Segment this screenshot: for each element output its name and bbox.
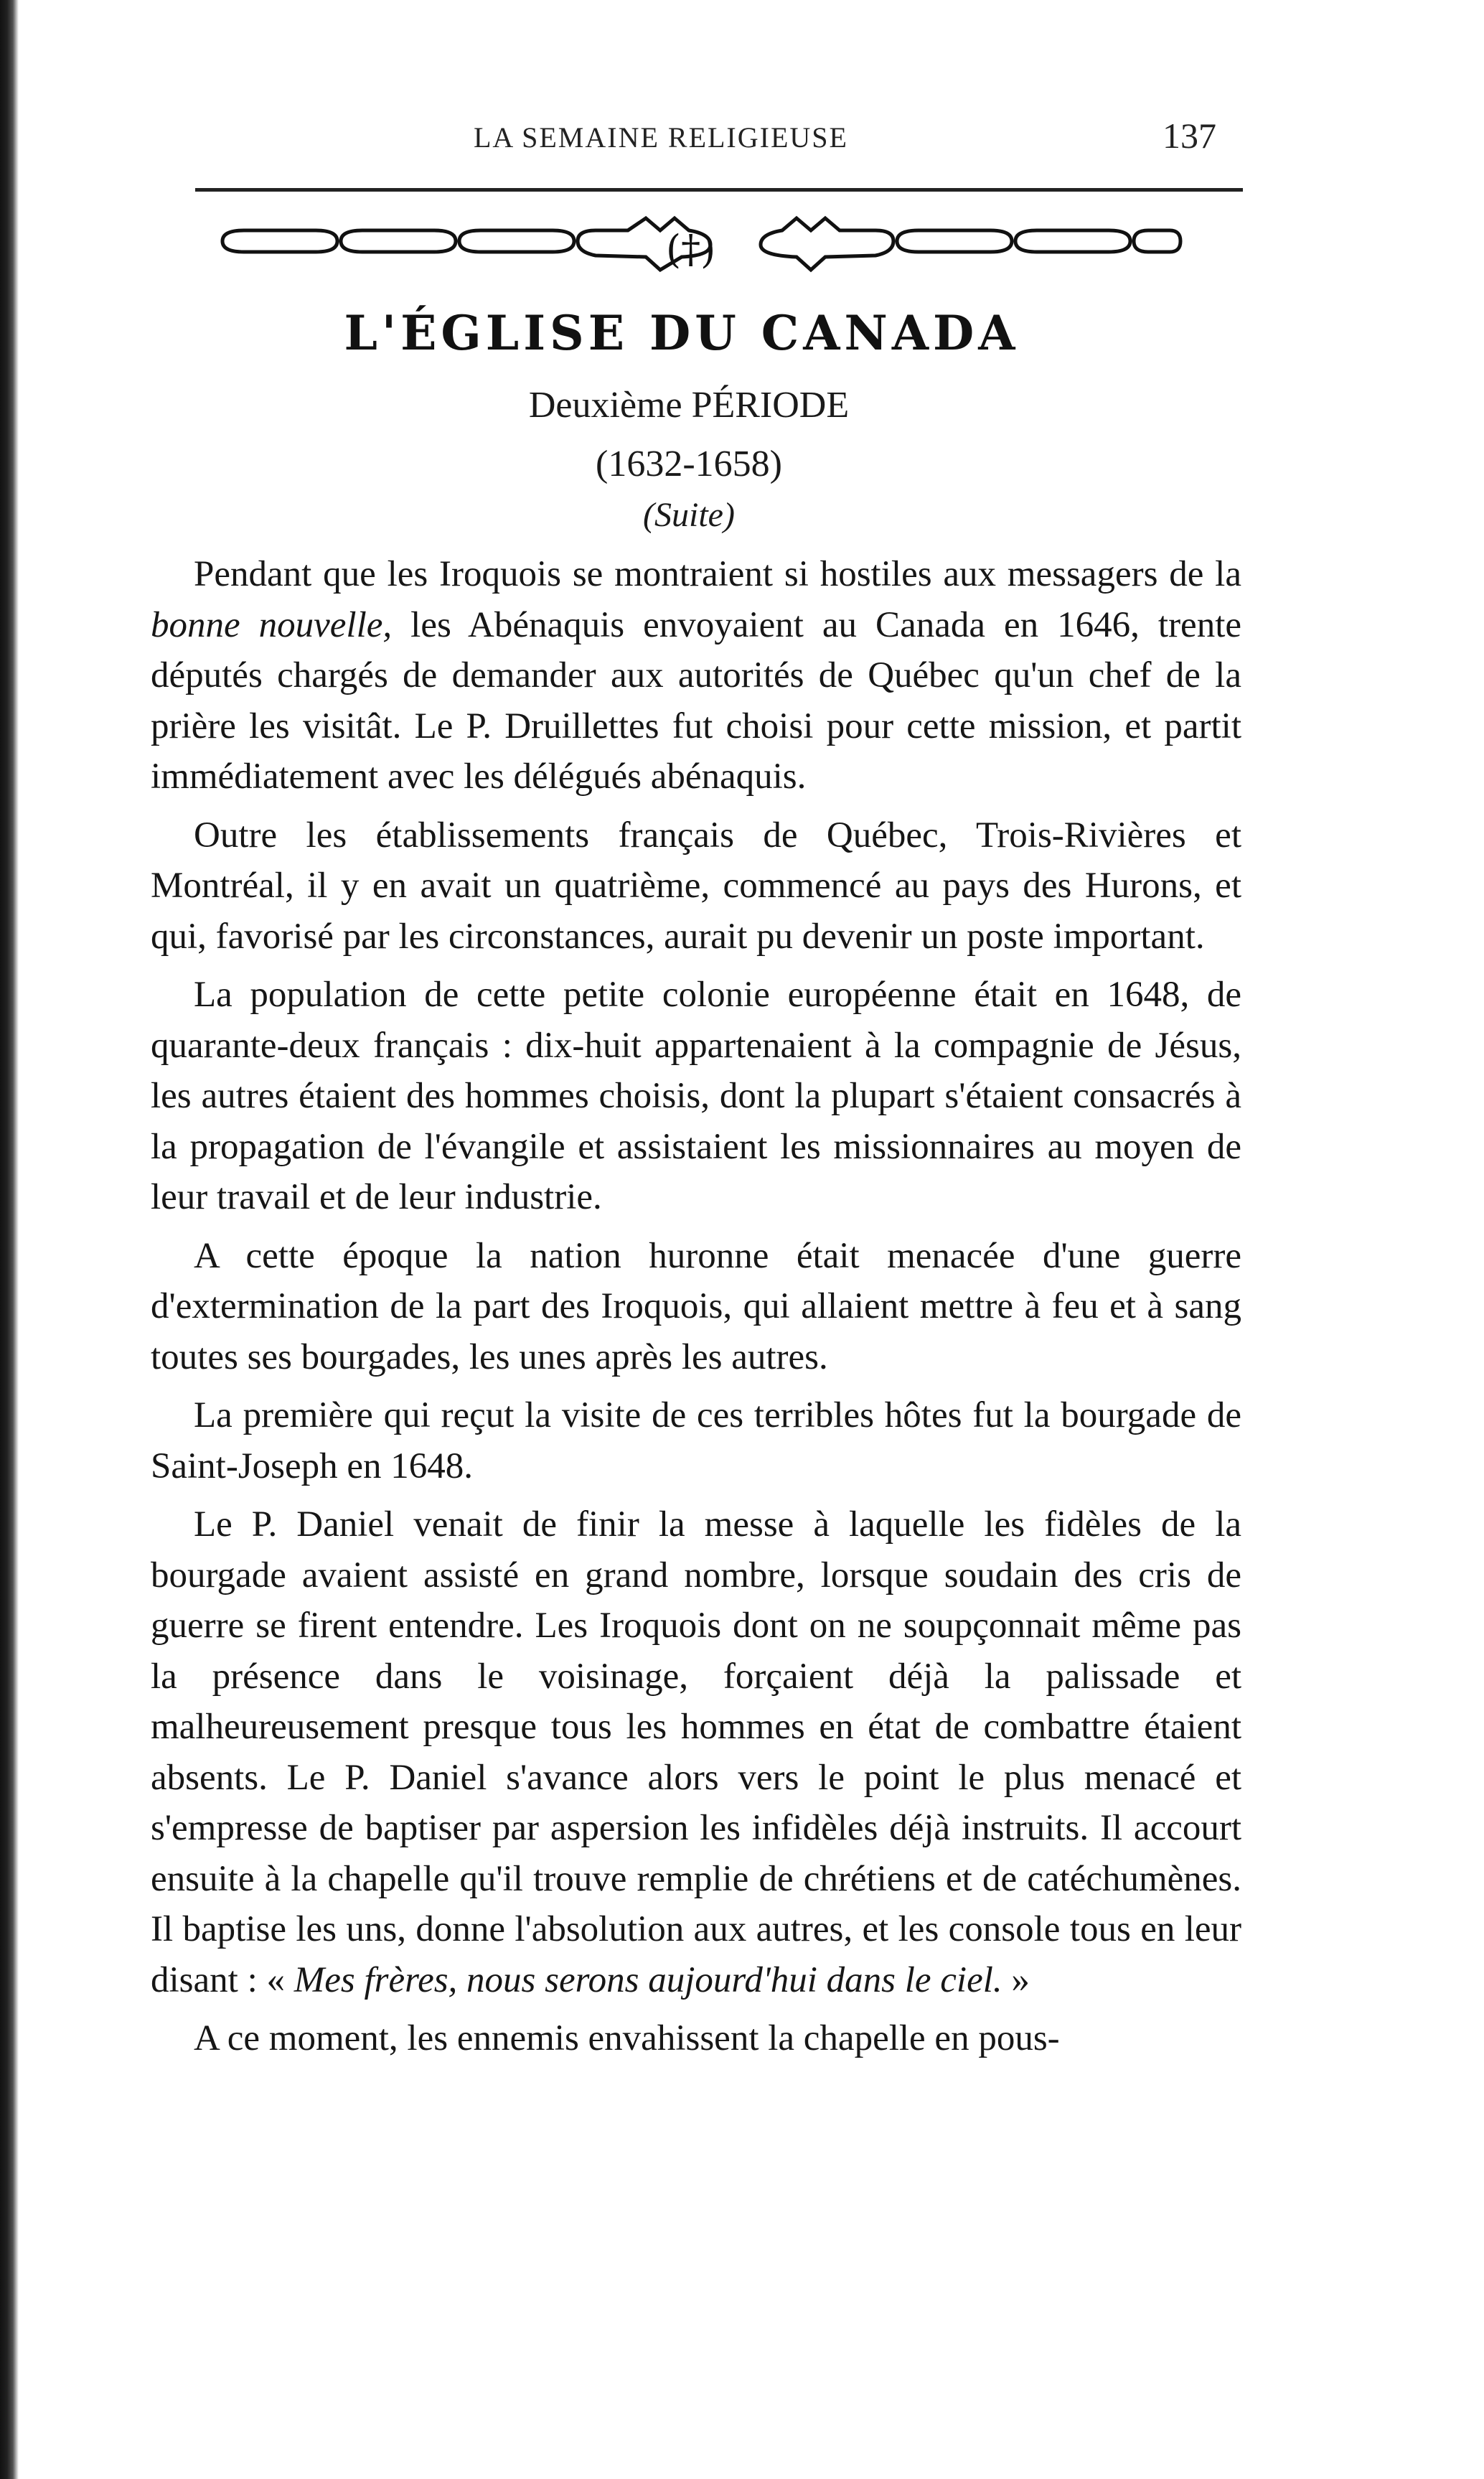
emphasis-text: bonne nouvelle, (151, 604, 393, 645)
ornament-loop (341, 230, 456, 252)
paragraph: La population de cette petite colonie européenne était en 1648, de quarante-deux français : dix-huit appartenaient à la compagnie de Jésus, les autres étaient des hommes choisis, dont la plupart s'étaient consacrés à la propagation de l'évangile et assistaient les missionnaires au moyen de leur travail et de leur industrie. (151, 975, 1241, 1217)
paragraph: A cette époque la nation huronne était menacée d'une guerre d'extermination de la part des Iroquois, qui allaient mettre à feu et à sang toutes ses bourgades, les unes après les autres. (151, 1235, 1241, 1377)
article-body (151, 549, 1241, 2072)
paragraph-text: » (1002, 1959, 1030, 2000)
chapter-subtitle: Deuxième PÉRIODE (528, 385, 850, 426)
paragraph: A ce moment, les ennemis envahissent la chapelle en pous- (194, 2018, 1060, 2058)
chapter-dates: (1632-1658) (596, 444, 782, 484)
ornament-crown-right (761, 218, 893, 270)
paragraph-text: Le P. Daniel venait de finir la messe à laquelle les fidèles de la bourgade avaient assisté en grand nombre, lorsque soudain des cris de guerre se firent entendre. Les Iroquois dont on ne soupçonnait même pas la présence dans le voisinage, forçaient déjà la palissade et malheureusement presque tous les hommes en état de combattre étaient absents. Le P. Daniel s'avance alors vers le point le plus menacé et s'empresse de baptiser par aspersion les infidèles déjà instruits. Il accourt ensuite à la chapelle qu'il trouve remplie de chrétiens et de catéchumènes. Il baptise les uns, donne l'absolution aux autres, et les console tous en leur disant : « (151, 1504, 1241, 2000)
page-number: 137 (1163, 116, 1216, 156)
paragraph-text: Pendant que les Iroquois se montraient si hostiles aux messagers de la (194, 554, 1241, 594)
ornament-loop (897, 230, 1012, 252)
paragraph-text: les Abénaquis envoyaient au Canada en 1646, trente députés chargés de demander aux autorités de Québec qu'un chef de la prière les visitât. Le P. Druillettes fut choisi pour cette mission, et partit immédiatement avec les délégués abénaquis. (151, 604, 1242, 797)
ornament-loop (459, 230, 574, 252)
header-rule (195, 188, 1243, 192)
ornament-loop (1015, 230, 1130, 252)
chapter-title: L'ÉGLISE DU CANADA (344, 305, 1020, 361)
paragraph: Outre les établissements français de Québec, Trois-Rivières et Montréal, il y en avait un quatrième, commencé au pays des Hurons, et qui, favorisé par les circonstances, aurait pu devenir un poste important. (151, 815, 1241, 957)
continuation-note: (Suite) (643, 496, 735, 534)
ornament-loop (1134, 230, 1180, 252)
ornament-loop (222, 230, 337, 252)
emphasis-text: Mes frères, nous serons aujourd'hui dans le ciel. (293, 1959, 1002, 2000)
paragraph (151, 1499, 1241, 2005)
paragraph: La première qui reçut la visite de ces terribles hôtes fut la bourgade de Saint-Joseph en 1648. (151, 1395, 1241, 1486)
paragraph (151, 549, 1241, 802)
ornament-cross-symbol: (†) (666, 227, 716, 272)
running-title: LA SEMAINE RELIGIEUSE (474, 121, 848, 154)
